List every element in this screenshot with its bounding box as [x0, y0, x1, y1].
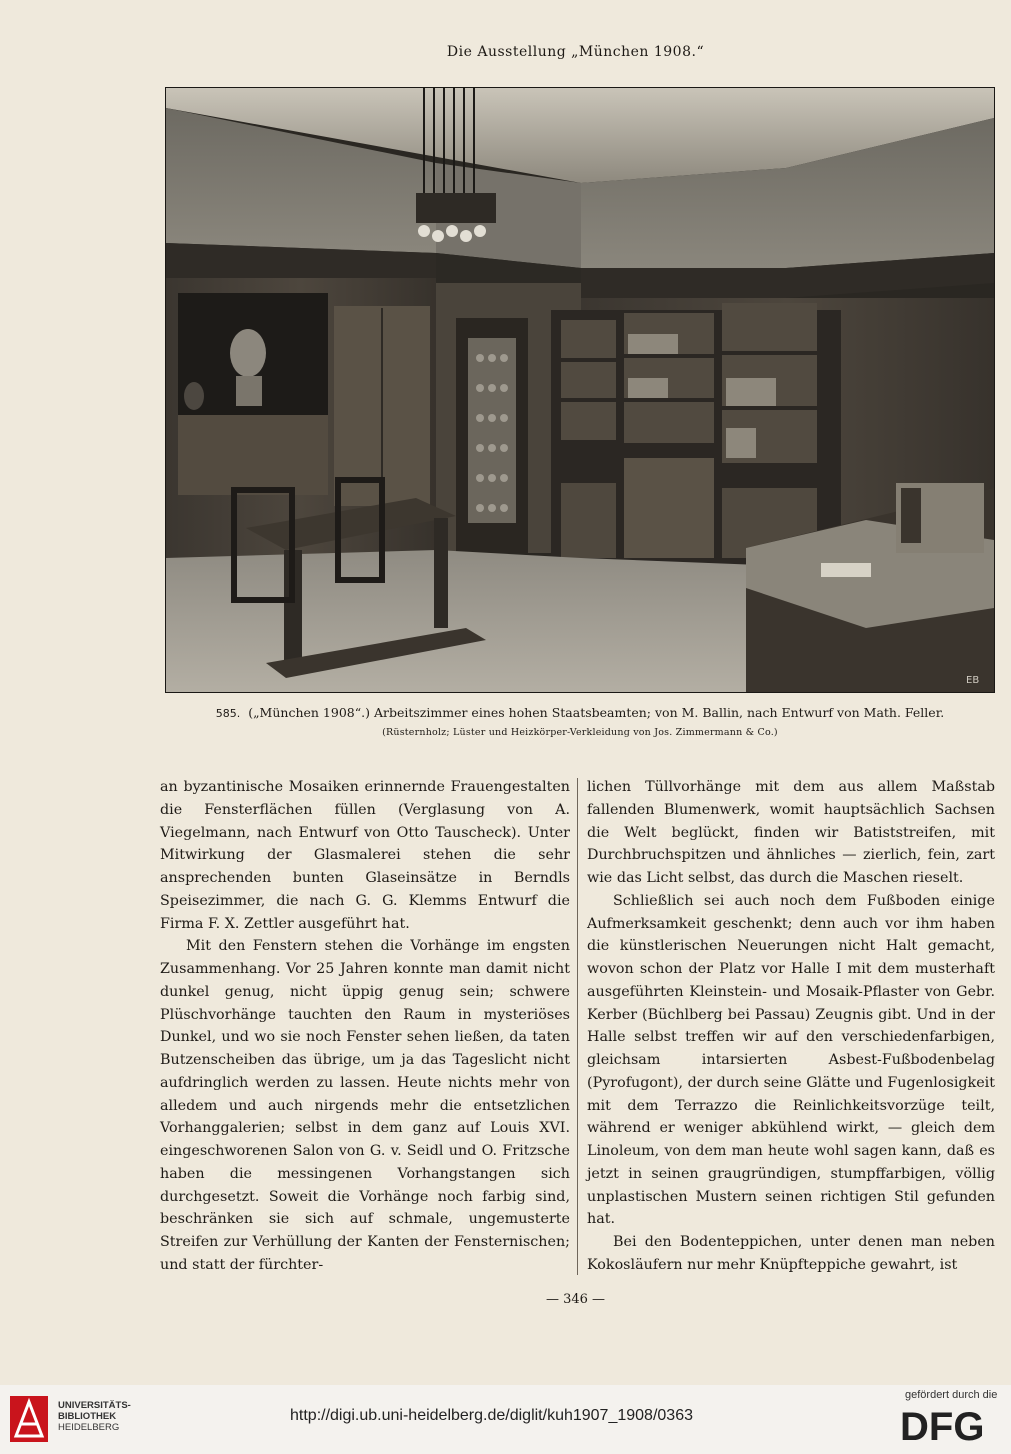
left-column	[160, 776, 570, 1277]
right-paragraph-1: lichen Tüllvorhänge mit dem aus allem Maßstab fallenden Blumenwerk, womit hauptsächlich Sachsen die Welt beglückt, finden wir Batiststreifen, mit Durchbruchspitzen und ähnliches — zierlich, fein, zart wie das Licht selbst, das durch die Maschen rieselt.	[587, 779, 995, 886]
institution-name: UNIVERSITÄTS- BIBLIOTHEK HEIDELBERG	[58, 1400, 131, 1433]
svg-text:DFG: DFG	[900, 1405, 985, 1446]
sponsor-label: gefördert durch die	[905, 1389, 998, 1401]
right-column	[587, 776, 995, 1277]
photo-monogram: EB	[966, 675, 980, 686]
digitization-footer	[0, 1385, 1011, 1454]
figure-subcaption: (Rüsternholz; Lüster und Heizkörper-Verkleidung von Jos. Zimmermann & Co.)	[382, 727, 778, 738]
right-paragraph-3: Bei den Bodenteppichen, unter denen man neben Kokosläufern nur mehr Knüpfteppiche gewahrt, ist	[587, 1234, 995, 1273]
page-number: — 346 —	[545, 1292, 606, 1307]
university-library-logo-icon	[10, 1396, 48, 1442]
dfg-logo-icon	[898, 1402, 998, 1446]
figure-caption	[165, 705, 995, 720]
left-paragraph-2: Mit den Fenstern stehen die Vorhänge im engsten Zusammenhang. Vor 25 Jahren konnte man damit nicht dunkel genug, nicht üppig genug sein; schwere Plüschvorhänge tauchten den Raum in mysteriöses Dunkel, und wo sie noch Fenster sehen ließen, da taten Butzenscheiben das übrige, um ja das Tageslicht nicht aufdringlich werden zu lassen. Heute nichts mehr von alledem und auch nirgends mehr die entsetzlichen Vorhanggalerien; selbst in dem ganz auf Louis XVI. eingeschworenen Salon von G. v. Seidl und O. Fritzsche haben die messingenen Vorhangstangen sich durchgesetzt. Soweit die Vorhänge noch farbig sind, beschränken sie sich auf schmale, ungemusterte Streifen zur Verhüllung der Kanten der Fensternischen; und statt der fürchter-	[160, 938, 570, 1273]
running-head: Die Ausstellung „München 1908.“	[446, 44, 705, 60]
interior-photograph	[165, 87, 995, 693]
permalink-url[interactable]: http://digi.ub.uni-heidelberg.de/diglit/kuh1907_1908/0363	[290, 1407, 693, 1424]
right-paragraph-2: Schließlich sei auch noch dem Fußboden einige Aufmerksamkeit geschenkt; denn auch vor ihm haben die künstlerischen Neuerungen nicht Halt gemacht, wovon schon der Platz vor Halle I mit dem musterhaft ausgeführten Kleinstein- und Mosaik-Pflaster von Gebr. Kerber (Büchlberg bei Passau) Zeugnis gibt. Und in der Halle selbst treffen wir auf den verschiedenfarbigen, gleichsam intarsierten Asbest-Fußbodenbelag (Pyrofugont), der durch seine Glätte und Fugenlosigkeit mit dem Terrazzo die Reinlichkeitsvorzüge teilt, während er weniger abkühlend wirkt, — gleich dem Linoleum, von dem man heute wohl sagen kann, daß es jetzt in seinen graugründigen, stumpffarbigen, völlig unplastischen Mustern seinen richtigen Stil gefunden hat.	[587, 892, 995, 1228]
figure-number: 585.	[215, 707, 241, 720]
left-paragraph-1: an byzantinische Mosaiken erinnernde Frauengestalten die Fensterflächen füllen (Verglasung von A. Viegelmann, nach Entwurf von Otto Tauscheck). Unter Mitwirkung der Glasmalerei stehen die sehr ansprechenden bunten Glaseinsätze in Berndls Speisezimmer, die nach G. G. Klemms Entwurf die Firma F. X. Zettler ausgeführt hat.	[160, 779, 570, 932]
figure-caption-text: („München 1908“.) Arbeitszimmer eines hohen Staatsbeamten; von M. Ballin, nach Entwurf von Math. Feller.	[248, 705, 945, 720]
column-divider	[577, 778, 578, 1275]
